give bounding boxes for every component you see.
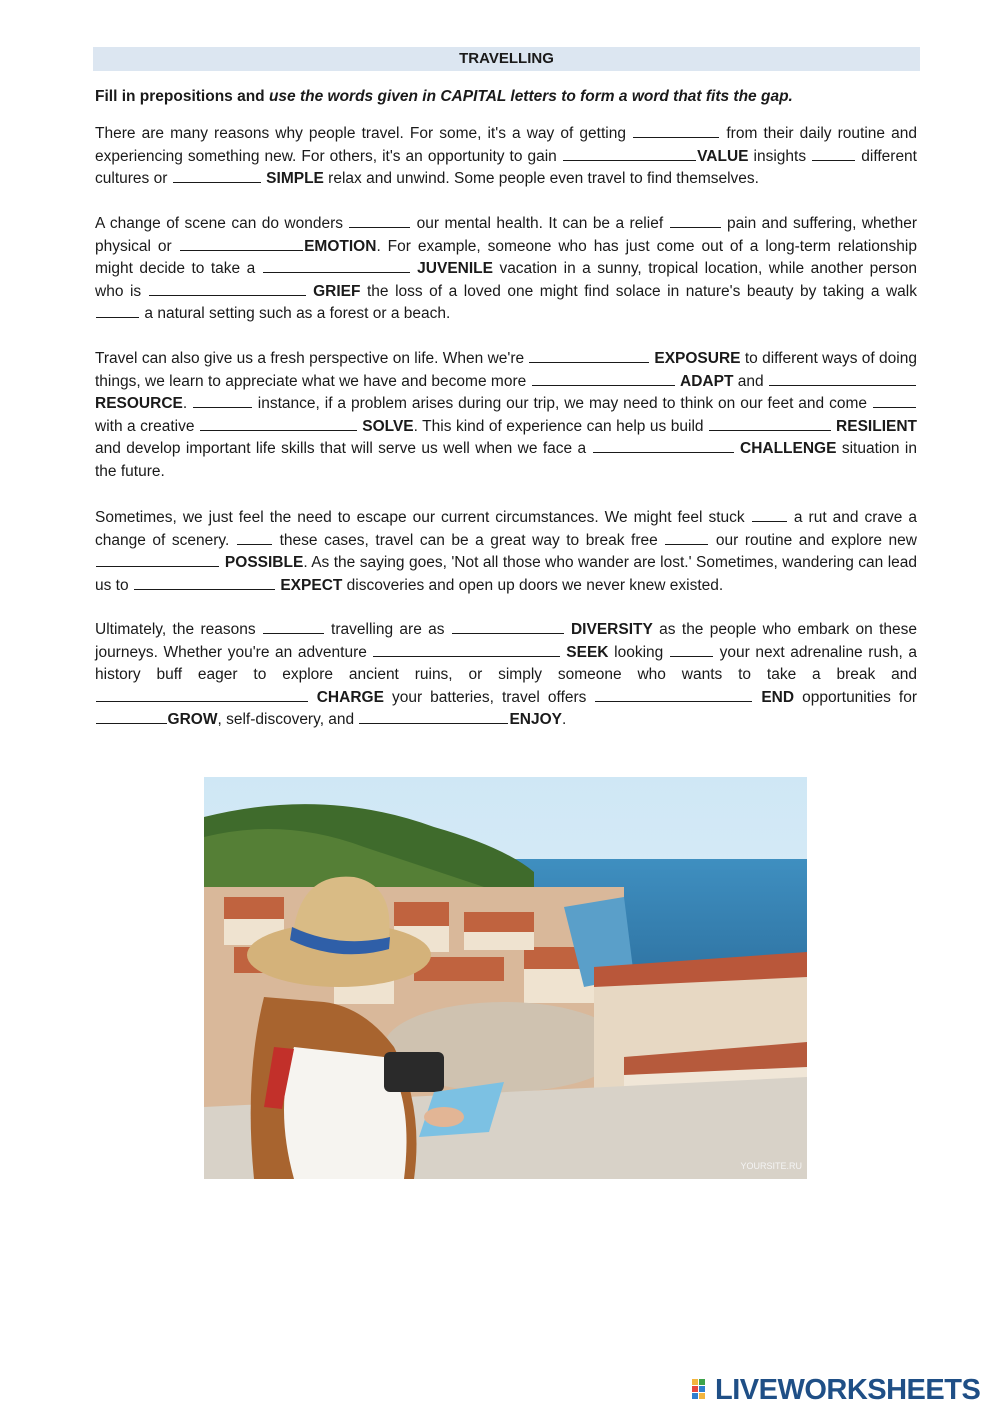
travel-photo: [204, 777, 807, 1179]
paragraph-text: from their daily routine and experiencing something new. For others, it's an opportunity to gain: [95, 125, 917, 165]
answer-gap-input[interactable]: [349, 213, 410, 228]
capital-keyword: EXPECT: [280, 576, 343, 594]
paragraph-text: [309, 689, 317, 706]
liveworksheets-logo: [691, 1375, 980, 1405]
paragraph-text: looking: [608, 643, 669, 661]
answer-gap-input[interactable]: [529, 348, 649, 363]
answer-gap-input[interactable]: [452, 619, 564, 634]
answer-gap-input[interactable]: [373, 642, 559, 657]
instruction-italic: use the words given in CAPITAL letters to form a word that fits the gap.: [268, 88, 793, 105]
answer-gap-input[interactable]: [193, 393, 252, 408]
paragraph-5: [95, 619, 917, 732]
paragraph-text: . For example, someone who has just come out of a long-term relationship might decide to take a: [95, 237, 917, 278]
answer-gap-input[interactable]: [752, 507, 787, 522]
paragraph-text: different cultures or: [95, 147, 917, 188]
paragraph-1: [95, 123, 917, 191]
paragraph-text: travelling are as: [324, 621, 451, 638]
paragraph-text: Sometimes, we just feel the need to escape our current circumstances. We might feel stuck: [95, 509, 751, 526]
answer-gap-input[interactable]: [96, 687, 308, 702]
photo-illustration: [204, 777, 807, 1179]
answer-gap-input[interactable]: [359, 709, 508, 724]
answer-gap-input[interactable]: [532, 371, 675, 386]
answer-gap-input[interactable]: [769, 371, 916, 386]
answer-gap-input[interactable]: [812, 146, 855, 161]
answer-gap-input[interactable]: [180, 236, 303, 251]
paragraph-2: [95, 213, 917, 326]
paragraph-text: the loss of a loved one might find solace in nature's beauty by taking a walk: [360, 282, 917, 300]
paragraph-4: [95, 507, 917, 597]
capital-keyword: POSSIBLE: [224, 554, 304, 572]
instruction-plain: Fill in prepositions and: [95, 88, 269, 105]
capital-keyword: ADAPT: [680, 372, 734, 390]
capital-keyword: JUVENILE: [417, 260, 493, 278]
answer-gap-input[interactable]: [595, 687, 752, 702]
paragraph-text: to different ways of doing things, we learn to appreciate what we have and become more: [95, 350, 917, 390]
answer-gap-input[interactable]: [200, 416, 357, 431]
photo-watermark: YOURSITE.RU: [740, 1161, 802, 1171]
paragraph-text: , self-discovery, and: [217, 711, 359, 729]
answer-gap-input[interactable]: [709, 416, 831, 431]
answer-gap-input[interactable]: [633, 123, 719, 138]
paragraph-text: your next adrenaline rush, a history buff eager to explore ancient ruins, or simply someone who wants to take a break and: [95, 643, 917, 684]
capital-keyword: RESILIENT: [836, 417, 917, 435]
answer-gap-input[interactable]: [263, 619, 324, 634]
paragraph-text: and: [733, 372, 768, 390]
answer-gap-input[interactable]: [263, 258, 410, 273]
paragraph-text: instance, if a problem arises during our trip, we may need to think on our feet and come: [252, 395, 872, 413]
answer-gap-input[interactable]: [665, 530, 708, 545]
paragraph-text: a natural setting such as a forest or a beach.: [140, 305, 451, 323]
paragraph-text: situation in the future.: [95, 440, 917, 480]
paragraph-text: A change of scene can do wonders: [95, 215, 349, 232]
capital-keyword: SOLVE: [362, 417, 414, 435]
answer-gap-input[interactable]: [173, 168, 261, 183]
capital-keyword: DIVERSITY: [570, 621, 653, 638]
paragraph-text: as the people who embark on these journeys. Whether you're an adventure: [95, 621, 918, 661]
paragraph-text: There are many reasons why people travel. For some, it's a way of getting: [95, 125, 633, 142]
logo-icon: [691, 1377, 713, 1403]
capital-keyword: RESOURCE: [95, 395, 183, 413]
capital-keyword: SEEK: [566, 643, 609, 661]
paragraph-text: discoveries and open up doors we never knew existed.: [342, 576, 724, 594]
capital-keyword: GRIEF: [313, 282, 361, 300]
answer-gap-input[interactable]: [96, 303, 139, 318]
answer-gap-input[interactable]: [96, 709, 167, 724]
capital-keyword: ENJOY: [509, 711, 562, 729]
paragraph-text: and develop important life skills that will serve us well when we face a: [95, 440, 592, 458]
paragraph-text: these cases, travel can be a great way to break free: [273, 531, 665, 549]
paragraph-text: pain and suffering, whether physical or: [95, 215, 918, 255]
worksheet-title: TRAVELLING: [93, 47, 920, 71]
answer-gap-input[interactable]: [237, 530, 272, 545]
paragraph-text: .: [562, 711, 567, 729]
paragraph-text: .: [182, 395, 193, 413]
answer-gap-input[interactable]: [873, 393, 916, 408]
capital-keyword: EMOTION: [304, 237, 377, 255]
paragraph-text: Travel can also give us a fresh perspective on life. When we're: [95, 350, 529, 367]
paragraph-text: . As the saying goes, 'Not all those who wander are lost.' Sometimes, wandering can lead us to: [95, 554, 917, 594]
paragraph-text: our routine and explore new: [709, 531, 917, 549]
paragraph-text: your batteries, travel offers: [383, 688, 595, 706]
paragraph-text: . This kind of experience can help us build: [413, 417, 709, 435]
capital-keyword: CHALLENGE: [740, 440, 837, 458]
capital-keyword: END: [761, 688, 795, 706]
paragraph-text: opportunities for: [794, 688, 918, 706]
paragraph-text: Ultimately, the reasons: [95, 621, 262, 638]
answer-gap-input[interactable]: [96, 552, 219, 567]
answer-gap-input[interactable]: [134, 575, 275, 590]
paragraph-text: with a creative: [95, 417, 199, 435]
paragraph-text: insights: [748, 147, 812, 165]
capital-keyword: VALUE: [697, 147, 749, 165]
paragraph-text: our mental health. It can be a relief: [411, 215, 669, 232]
paragraph-text: a rut and crave a change of scenery.: [95, 509, 917, 549]
capital-keyword: EXPOSURE: [654, 350, 741, 367]
capital-keyword: GROW: [167, 711, 218, 729]
capital-keyword: SIMPLE: [266, 170, 324, 188]
paragraph-3: [95, 348, 917, 484]
instruction: [95, 88, 917, 106]
answer-gap-input[interactable]: [563, 146, 696, 161]
answer-gap-input[interactable]: [149, 281, 306, 296]
answer-gap-input[interactable]: [593, 438, 734, 453]
paragraph-text: relax and unwind. Some people even travel to find themselves.: [323, 170, 759, 188]
answer-gap-input[interactable]: [670, 213, 721, 228]
logo-text: LIVEWORKSHEETS: [715, 1373, 981, 1406]
paragraph-text: vacation in a sunny, tropical location, while another person who is: [95, 260, 917, 300]
capital-keyword: CHARGE: [316, 688, 384, 706]
answer-gap-input[interactable]: [670, 642, 713, 657]
